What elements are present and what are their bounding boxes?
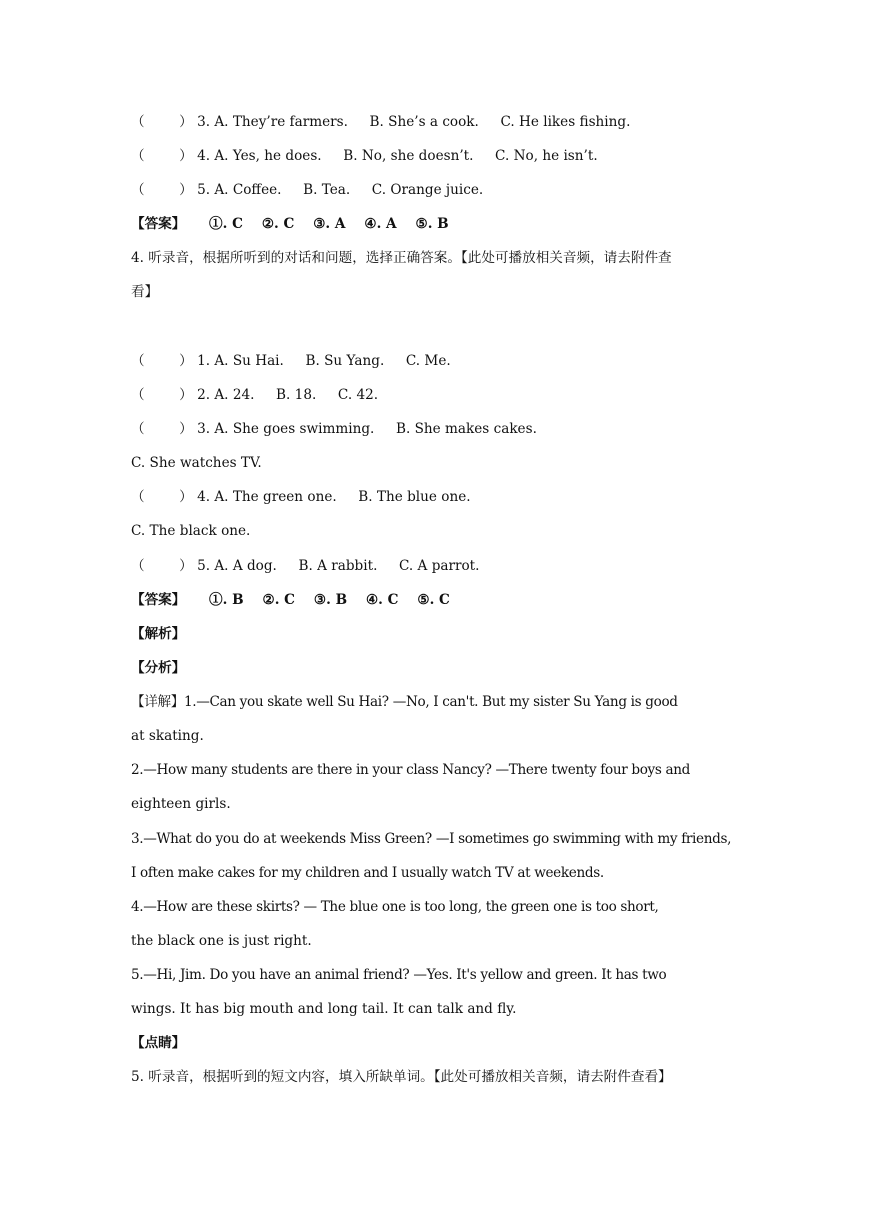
detail-line-3: 2.—How many students are there in your class Nancy? —There twenty four boys and — [131, 762, 690, 778]
section-5-instruction: 5. 听录音，根据听到的短文内容，填入所缺单词。【此处可播放相关音频，请去附件查看】 — [131, 1069, 672, 1085]
detail-line-2: at skating. — [131, 728, 204, 744]
section-4-instruction-cont: 看】 — [131, 284, 159, 300]
detail-line-6: I often make cakes for my children and I usually watch TV at weekends. — [131, 865, 604, 881]
detail-line-1: 【详解】1.—Can you skate well Su Hai? —No, I can't. But my sister Su Yang is good — [131, 694, 678, 710]
detail-line-8: the black one is just right. — [131, 933, 312, 949]
detail-line-10: wings. It has big mouth and long tail. It can talk and fly. — [131, 1001, 517, 1017]
question-5-line: （ ） 5. A. A dog. B. A rabbit. C. A parrot. — [131, 558, 480, 574]
question-3-line: （ ） 3. A. They’re farmers. B. She’s a cook. C. He likes fishing. — [131, 114, 631, 130]
question-4-option-c: C. The black one. — [131, 523, 251, 539]
detail-line-5: 3.—What do you do at weekends Miss Green? —I sometimes go swimming with my friends, — [131, 831, 732, 847]
question-5-line: （ ） 5. A. Coffee. B. Tea. C. Orange juice. — [131, 182, 484, 198]
question-3-option-c: C. She watches TV. — [131, 455, 262, 471]
answer-key-line: 【答案】 ①. C ②. C ③. A ④. A ⑤. B — [131, 216, 449, 232]
question-4-line: （ ） 4. A. The green one. B. The blue one. — [131, 489, 471, 505]
question-2-line: （ ） 2. A. 24. B. 18. C. 42. — [131, 387, 379, 403]
detail-line-7: 4.—How are these skirts? — The blue one is too long, the green one is too short, — [131, 899, 659, 915]
section-4-instruction: 4. 听录音，根据所听到的对话和问题，选择正确答案。【此处可播放相关音频，请去附件查 — [131, 250, 672, 266]
question-3-line: （ ） 3. A. She goes swimming. B. She makes cakes. — [131, 421, 537, 437]
detail-line-9: 5.—Hi, Jim. Do you have an animal friend? —Yes. It's yellow and green. It has two — [131, 967, 667, 983]
analysis-heading: 【解析】 — [131, 626, 186, 642]
dianjing-heading: 【点睛】 — [131, 1035, 186, 1051]
question-1-line: （ ） 1. A. Su Hai. B. Su Yang. C. Me. — [131, 353, 451, 369]
answer-key-line: 【答案】 ①. B ②. C ③. B ④. C ⑤. C — [131, 592, 450, 608]
question-4-line: （ ） 4. A. Yes, he does. B. No, she doesn’t. C. No, he isn’t. — [131, 148, 598, 164]
fenxi-heading: 【分析】 — [131, 660, 186, 676]
detail-line-4: eighteen girls. — [131, 796, 231, 812]
